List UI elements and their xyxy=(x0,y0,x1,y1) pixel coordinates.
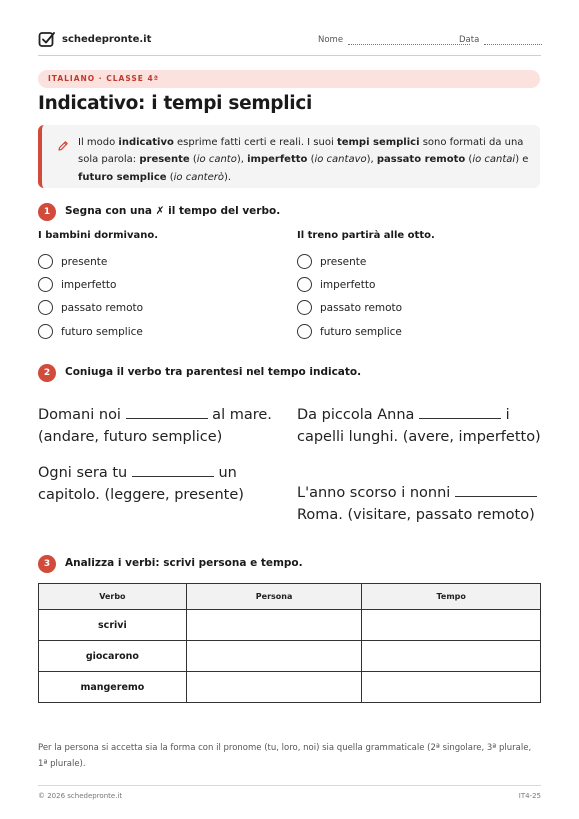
answer-blank[interactable] xyxy=(126,407,208,419)
table-header-row xyxy=(39,584,541,610)
answer-blank[interactable] xyxy=(419,407,501,419)
verb-cell: scrivi xyxy=(39,610,187,641)
name-blank[interactable] xyxy=(348,44,470,45)
subject-tag: ITALIANO · CLASSE 4ª xyxy=(38,70,540,88)
section-1-title: Segna con una ✗ il tempo del verbo. xyxy=(65,205,281,217)
fill-sentence-2: Da piccola Anna i capelli lunghi. (avere, imperfetto) xyxy=(297,407,541,445)
date-field[interactable] xyxy=(459,35,542,45)
verb-cell: giocarono xyxy=(39,641,187,672)
section-2-title: Coniuga il verbo tra parentesi nel tempo indicato. xyxy=(65,366,362,378)
logo xyxy=(38,30,151,48)
fill-sentence-3: Ogni sera tu un capitolo. (leggere, presente) xyxy=(38,465,244,503)
teacher-note: Per la persona si accetta sia la forma con il pronome (tu, loro, noi) sia quella grammaticale (2ª singolare, 3ª plurale, 1ª plurale). xyxy=(38,743,532,769)
radio-circle[interactable] xyxy=(38,277,53,292)
section-3-number: 3 xyxy=(38,555,56,573)
persona-cell[interactable] xyxy=(186,672,362,703)
option-q2-imperfetto[interactable]: imperfetto xyxy=(297,277,375,292)
section-1-number: 1 xyxy=(38,203,56,221)
date-blank[interactable] xyxy=(484,44,542,45)
radio-circle[interactable] xyxy=(38,300,53,315)
option-q2-presente[interactable]: presente xyxy=(297,254,366,269)
checkbox-check-icon xyxy=(38,30,56,48)
logo-text: schedepronte.it xyxy=(62,33,152,45)
option-q1-presente[interactable]: presente xyxy=(38,254,107,269)
tempo-cell[interactable] xyxy=(362,610,541,641)
info-box xyxy=(38,125,540,188)
verb-cell: mangeremo xyxy=(39,672,187,703)
table-row xyxy=(39,610,541,641)
radio-circle[interactable] xyxy=(297,277,312,292)
tempo-cell[interactable] xyxy=(362,672,541,703)
option-q2-passato-remoto[interactable]: passato remoto xyxy=(297,300,402,315)
persona-cell[interactable] xyxy=(186,610,362,641)
tempo-cell[interactable] xyxy=(362,641,541,672)
column-header-tempo: Tempo xyxy=(362,584,541,610)
question-1-sentence: I bambini dormivano. xyxy=(38,230,159,241)
table-row xyxy=(39,672,541,703)
section-3-title: Analizza i verbi: scrivi persona e tempo. xyxy=(65,557,303,569)
radio-circle[interactable] xyxy=(297,254,312,269)
section-2-number: 2 xyxy=(38,364,56,382)
option-q2-futuro-semplice[interactable]: futuro semplice xyxy=(297,324,402,339)
column-header-verbo: Verbo xyxy=(39,584,187,610)
option-q1-imperfetto[interactable]: imperfetto xyxy=(38,277,116,292)
column-header-persona: Persona xyxy=(186,584,362,610)
option-q1-passato-remoto[interactable]: passato remoto xyxy=(38,300,143,315)
fill-sentence-4: L'anno scorso i nonni Roma. (visitare, passato remoto) xyxy=(297,482,543,526)
info-text: Il modo indicativo esprime fatti certi e reali. I suoi tempi semplici sono formati da una sola parola: presente (io canto), imperfetto (io cantavo), passato remoto (io cantai) e futuro semplice (io canterò). xyxy=(78,137,529,183)
question-2-sentence: Il treno partirà alle otto. xyxy=(297,230,435,241)
date-label: Data xyxy=(459,35,480,45)
fill-sentence-1: Domani noi al mare. (andare, futuro semplice) xyxy=(38,407,272,445)
answer-blank[interactable] xyxy=(132,465,214,477)
name-label: Nome xyxy=(318,35,344,45)
radio-circle[interactable] xyxy=(297,324,312,339)
page-footer xyxy=(38,785,541,800)
radio-circle[interactable] xyxy=(297,300,312,315)
pencil-icon xyxy=(57,137,69,149)
answer-blank[interactable] xyxy=(455,485,537,497)
option-q1-futuro-semplice[interactable]: futuro semplice xyxy=(38,324,143,339)
page-header xyxy=(38,28,541,56)
footer-code: IT4-25 xyxy=(518,792,541,800)
radio-circle[interactable] xyxy=(38,324,53,339)
footer-copyright: © 2026 schedepronte.it xyxy=(38,792,123,800)
page-title: Indicativo: i tempi semplici xyxy=(38,93,313,114)
radio-circle[interactable] xyxy=(38,254,53,269)
persona-cell[interactable] xyxy=(186,641,362,672)
table-row xyxy=(39,641,541,672)
verb-analysis-table xyxy=(38,583,541,703)
name-field[interactable] xyxy=(318,35,470,45)
